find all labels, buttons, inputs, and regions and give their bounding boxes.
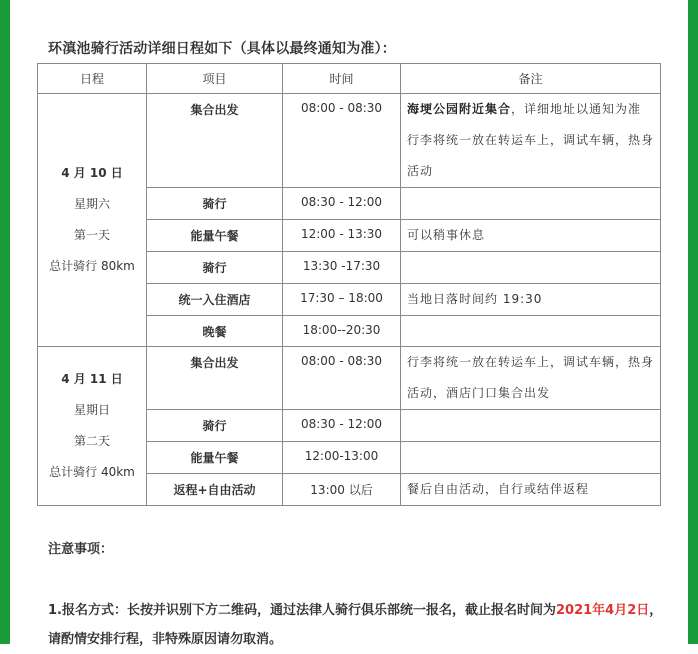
notice-text-1: 1.报名方式：长按并识别下方二维码，通过法律人骑行俱乐部统一报名，截止报名时间为 [48, 603, 556, 618]
day1-note-5 [401, 316, 661, 347]
day2-distance: 总计骑行 40km [49, 465, 135, 479]
day1-note-0 [401, 94, 661, 188]
day2-note-2 [401, 442, 661, 474]
schedule-table [37, 63, 661, 506]
day2-date: 4 月 11 日 [61, 372, 123, 386]
day1-note-0-text: ，详细地址以通知为准行李将统一放在转运车上，调试车辆，热身活动 [407, 102, 655, 178]
day1-note-2: 可以稍事休息 [401, 220, 661, 252]
day2-item-3: 返程+自由活动 [147, 474, 283, 506]
day1-distance: 总计骑行 80km [49, 259, 135, 273]
day2-weekday: 星期日 [73, 403, 110, 417]
day2-note-3: 餐后自由活动，自行或结伴返程 [401, 474, 661, 506]
day2-time-2: 12:00-13:00 [283, 442, 401, 474]
day1-item-3: 骑行 [147, 252, 283, 284]
table-row [38, 347, 661, 410]
day1-note-3 [401, 252, 661, 284]
header-time: 时间 [283, 64, 401, 94]
day1-date: 4 月 10 日 [61, 166, 123, 180]
notice-paragraph [48, 596, 668, 654]
day2-note-0: 行李将统一放在转运车上，调试车辆，热身活动，酒店门口集合出发 [401, 347, 661, 410]
day1-note-4: 当地日落时间约 19:30 [401, 284, 661, 316]
day1-item-4: 统一入住酒店 [147, 284, 283, 316]
table-header-row [38, 64, 661, 94]
day1-item-0: 集合出发 [147, 94, 283, 188]
table-row [38, 94, 661, 188]
day2-item-0: 集合出发 [147, 347, 283, 410]
day1-time-1: 08:30 - 12:00 [283, 188, 401, 220]
day1-note-1 [401, 188, 661, 220]
day1-item-5: 晚餐 [147, 316, 283, 347]
day1-time-4: 17:30 – 18:00 [283, 284, 401, 316]
article-content [10, 0, 688, 647]
day1-time-0: 08:00 - 08:30 [283, 94, 401, 188]
day2-time-1: 08:30 - 12:00 [283, 410, 401, 442]
day2-day: 第二天 [73, 434, 110, 448]
day2-time-0: 08:00 - 08:30 [283, 347, 401, 410]
header-note: 备注 [401, 64, 661, 94]
day2-note-1 [401, 410, 661, 442]
notice-title: 注意事项： [48, 542, 114, 557]
deadline-date: 2021年4月2日 [556, 603, 650, 618]
day2-date-cell [38, 347, 147, 506]
day1-time-2: 12:00 - 13:30 [283, 220, 401, 252]
notice-text-2: ，请酌情安排行程，非特殊原因请勿取消。 [48, 603, 663, 647]
day1-weekday: 星期六 [73, 197, 110, 211]
day1-item-2: 能量午餐 [147, 220, 283, 252]
day2-time-3: 13:00 以后 [283, 474, 401, 506]
schedule-heading: 环滇池骑行活动详细日程如下（具体以最终通知为准）： [48, 41, 396, 57]
day1-item-1: 骑行 [147, 188, 283, 220]
meeting-place: 海埂公园附近集合 [407, 102, 512, 116]
left-green-border [0, 0, 10, 644]
day2-item-2: 能量午餐 [147, 442, 283, 474]
day1-time-3: 13:30 -17:30 [283, 252, 401, 284]
day1-time-5: 18:00--20:30 [283, 316, 401, 347]
day1-day: 第一天 [73, 228, 110, 242]
right-green-border [688, 0, 698, 644]
header-date: 日程 [38, 64, 147, 94]
day1-date-cell [38, 94, 147, 347]
header-item: 项目 [147, 64, 283, 94]
day2-item-1: 骑行 [147, 410, 283, 442]
